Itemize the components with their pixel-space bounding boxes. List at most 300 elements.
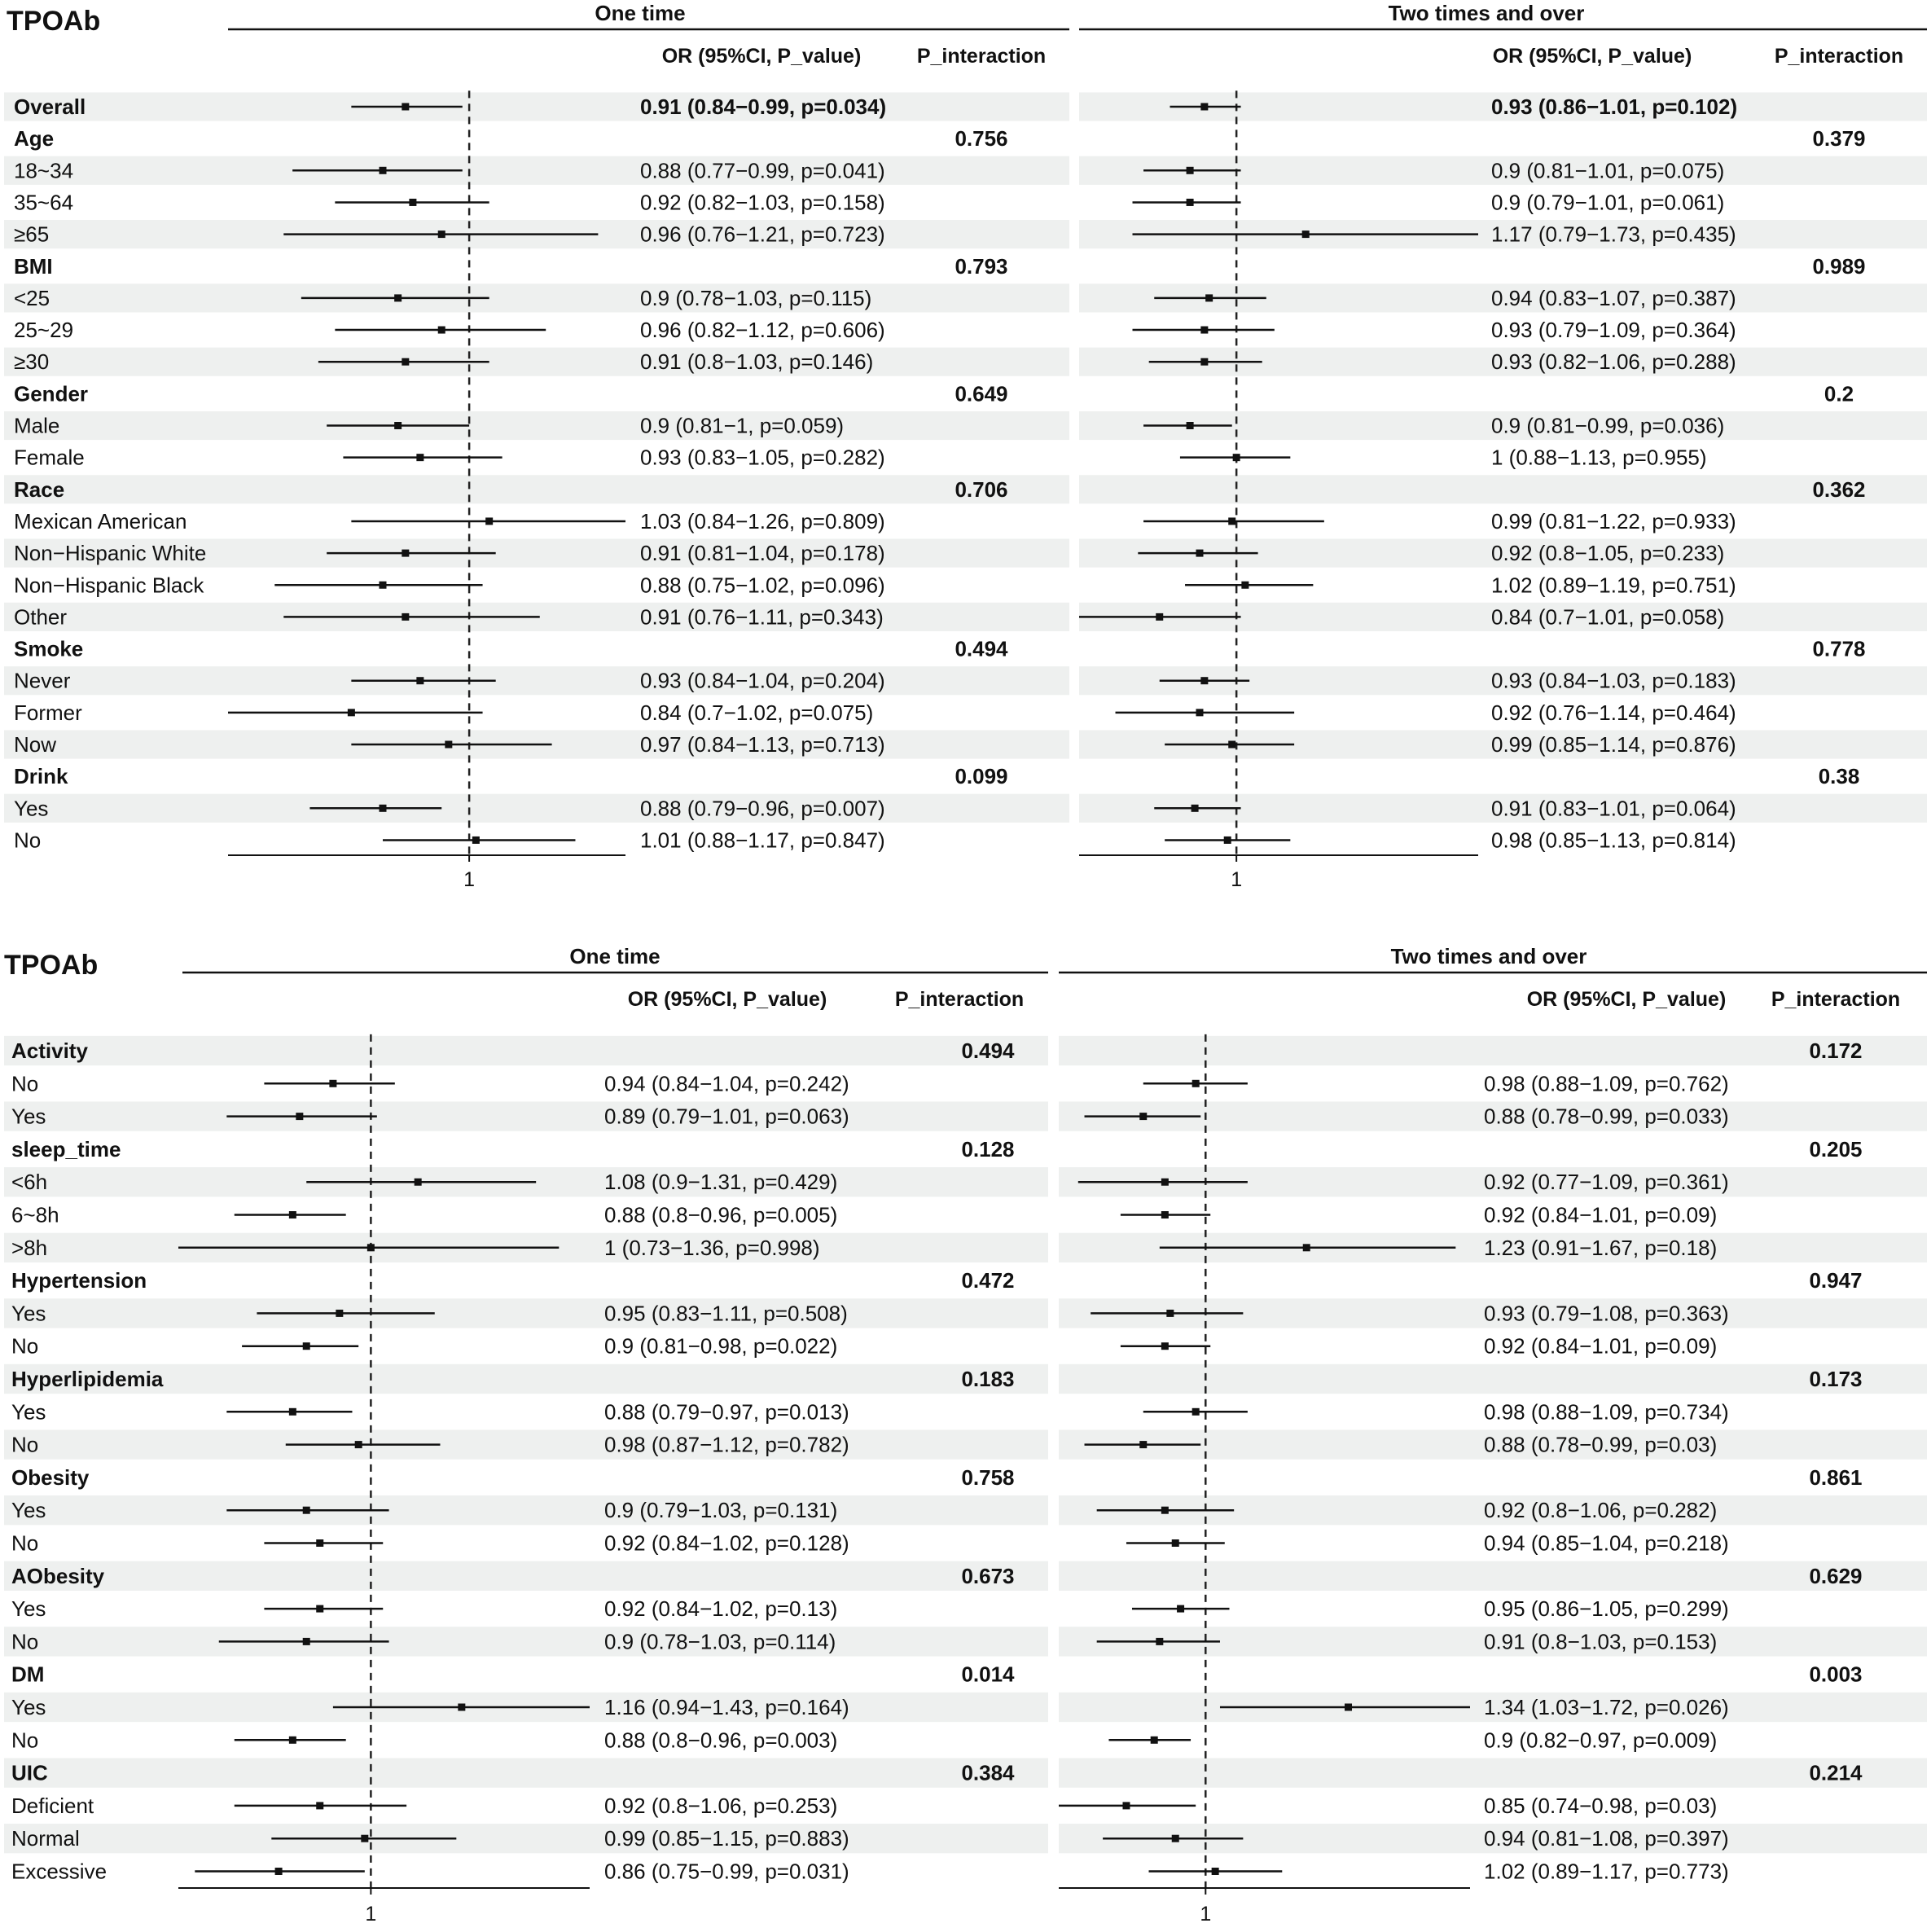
p-interaction-value: 0.629 [1809,1563,1863,1588]
or-ci-value: 1.02 (0.89−1.19, p=0.751) [1491,573,1736,598]
table-row [14,637,1008,661]
p-interaction-value: 0.472 [961,1268,1015,1293]
subgroup-label: No [11,1629,39,1654]
point-estimate [1187,167,1194,174]
subgroup-label: <6h [11,1170,48,1195]
or-ci-value: 0.95 (0.83−1.11, p=0.508) [604,1301,848,1326]
subgroup-label: Other [14,604,68,630]
point-estimate [458,1704,465,1711]
row-band [4,92,1069,121]
row-band [4,411,1069,440]
subgroup-label: Yes [11,1399,46,1425]
subgroup-label: Never [14,668,71,693]
or-ci-value: 0.93 (0.86−1.01, p=0.102) [1491,94,1738,119]
p-interaction-value: 0.793 [955,253,1008,279]
plot-title: TPOAb [4,950,99,981]
or-ci-value: 0.93 (0.79−1.09, p=0.364) [1491,318,1736,343]
or-ci-value: 0.88 (0.79−0.96, p=0.007) [640,796,885,821]
or-ci-value: 0.94 (0.83−1.07, p=0.387) [1491,285,1736,310]
table-row [1824,381,1854,406]
point-estimate [445,741,452,749]
subgroup-label: Yes [11,1301,46,1326]
or-ci-value: 0.88 (0.8−0.96, p=0.005) [604,1202,838,1227]
group-header-label: Activity [11,1038,88,1063]
table-row [11,1728,837,1752]
group-header-label: BMI [14,253,53,279]
point-estimate [438,231,445,238]
table-row [14,509,885,533]
point-estimate [394,422,402,429]
or-ci-value: 0.88 (0.77−0.99, p=0.041) [640,158,885,183]
point-estimate [316,1605,323,1613]
point-estimate [1228,741,1235,749]
point-estimate [1205,294,1213,301]
subgroup-label: Yes [11,1498,46,1523]
subgroup-label: 18~34 [14,158,74,183]
point-estimate [1151,1737,1158,1744]
point-estimate [1192,1408,1200,1416]
table-row [1819,764,1860,788]
or-ci-value: 0.85 (0.74−0.98, p=0.03) [1484,1793,1718,1818]
table-row [11,1794,837,1818]
or-ci-value: 0.91 (0.8−1.03, p=0.146) [640,349,874,375]
point-estimate [1187,199,1194,206]
point-estimate [1200,103,1208,111]
table-row [1809,1761,1863,1785]
subgroup-label: ≥30 [14,349,50,375]
or-ci-value: 0.95 (0.86−1.05, p=0.299) [1484,1596,1729,1622]
p-interaction-value: 0.494 [961,1038,1015,1063]
or-ci-value: 1.02 (0.89−1.17, p=0.773) [1484,1859,1729,1884]
or-ci-value: 0.98 (0.85−1.13, p=0.814) [1491,828,1736,853]
point-estimate [1228,517,1235,525]
point-estimate [402,358,409,366]
plot-title: TPOAb [7,6,101,37]
table-row [11,1662,1015,1687]
point-estimate [1200,327,1208,334]
table-row [11,1860,849,1884]
point-estimate [1172,1539,1179,1547]
point-estimate [1166,1310,1174,1317]
subgroup-label: Yes [11,1695,46,1719]
or-ci-value: 0.9 (0.82−0.97, p=0.009) [1484,1728,1718,1753]
or-ci-value: 0.93 (0.82−1.06, p=0.288) [1491,349,1736,375]
or-ci-value: 0.98 (0.88−1.09, p=0.762) [1484,1071,1729,1096]
point-estimate [1161,1179,1169,1186]
or-ci-value: 1 (0.73−1.36, p=0.998) [604,1235,820,1260]
table-row [11,1203,837,1227]
p-interaction-value: 0.947 [1809,1268,1863,1293]
point-estimate [379,582,386,589]
point-estimate [1196,550,1204,557]
or-ci-value: 0.9 (0.81−1.01, p=0.075) [1491,158,1725,183]
table-row [1812,477,1865,502]
or-ci-value: 0.97 (0.84−1.13, p=0.713) [640,732,885,757]
or-ci-value: 1.34 (1.03−1.72, p=0.026) [1484,1695,1729,1719]
subgroup-label: Mexican American [14,508,187,533]
or-ci-value: 0.9 (0.81−0.99, p=0.036) [1491,413,1725,438]
table-row [14,126,1008,151]
point-estimate [296,1113,303,1120]
point-estimate [1161,1342,1169,1350]
row-band [4,1627,1048,1656]
group-header-label: Overall [14,94,86,119]
point-estimate [416,677,424,684]
x-tick-label: 1 [463,868,476,891]
or-ci-value: 0.94 (0.85−1.04, p=0.218) [1484,1530,1729,1556]
table-row [14,573,885,597]
point-estimate [316,1802,323,1809]
or-ci-value: 0.91 (0.8−1.03, p=0.153) [1484,1629,1718,1654]
point-estimate [485,517,493,525]
point-estimate [415,1179,422,1186]
table-row [1126,1531,1729,1556]
row-band [1059,1561,1927,1591]
or-ci-value: 0.91 (0.81−1.04, p=0.178) [640,541,885,566]
point-estimate [1161,1507,1169,1514]
point-estimate [1187,422,1194,429]
table-row [1180,446,1707,470]
subgroup-label: No [11,1333,39,1359]
table-row [11,1071,849,1096]
subgroup-label: Male [14,413,60,438]
x-tick-label: 1 [365,1903,377,1925]
or-ci-value: 0.92 (0.76−1.14, p=0.464) [1491,700,1736,725]
p-interaction-value: 0.173 [1809,1367,1863,1391]
or-ci-value: 0.92 (0.82−1.03, p=0.158) [640,190,885,215]
subgroup-label: Female [14,445,85,470]
or-ci-value: 0.93 (0.84−1.03, p=0.183) [1491,668,1736,693]
p-interaction-column-header: P_interaction [916,45,1047,68]
group-header-label: Hyperlipidemia [11,1367,164,1391]
table-row [1809,1137,1862,1161]
point-estimate [1156,613,1163,621]
point-estimate [303,1638,310,1645]
group-header-label: sleep_time [11,1136,121,1161]
or-ci-value: 0.88 (0.79−0.97, p=0.013) [604,1399,849,1425]
row-band [4,348,1069,376]
or-ci-value: 1.01 (0.88−1.17, p=0.847) [640,828,885,853]
point-estimate [1302,231,1310,238]
subgroup-label: Excessive [11,1859,108,1884]
p-interaction-column-header: P_interaction [1771,988,1901,1011]
or-ci-value: 0.92 (0.8−1.05, p=0.233) [1491,541,1725,566]
point-estimate [367,1244,375,1251]
or-ci-value: 0.91 (0.76−1.11, p=0.343) [640,604,884,630]
p-interaction-value: 0.128 [961,1136,1015,1161]
or-ci-value: 0.93 (0.83−1.05, p=0.282) [640,445,885,470]
point-estimate [361,1835,368,1842]
table-row [1143,509,1736,533]
table-row [1812,126,1865,151]
table-row [14,764,1008,788]
row-band [4,666,1069,695]
point-estimate [1139,1441,1147,1448]
or-ci-value: 0.88 (0.75−1.02, p=0.096) [640,573,885,598]
group-header-label: AObesity [11,1563,105,1588]
point-estimate [1192,1080,1200,1087]
point-estimate [1122,1802,1130,1809]
or-ci-value: 0.9 (0.79−1.01, p=0.061) [1491,190,1725,215]
table-row [1143,1399,1729,1424]
point-estimate [438,327,445,334]
or-ci-value: 0.91 (0.83−1.01, p=0.064) [1491,796,1736,821]
table-row [1809,1564,1862,1588]
point-estimate [1200,358,1208,366]
point-estimate [275,1868,283,1875]
point-estimate [416,454,424,461]
or-ci-value: 0.92 (0.84−1.01, p=0.09) [1484,1202,1718,1227]
point-estimate [289,1737,296,1744]
or-ci-value: 0.92 (0.84−1.02, p=0.128) [604,1530,849,1556]
table-row [1108,1728,1717,1752]
or-ci-value: 1.08 (0.9−1.31, p=0.429) [604,1170,838,1195]
x-tick-label: 1 [1231,868,1243,891]
point-estimate [289,1408,296,1416]
table-row [1809,1038,1862,1063]
table-row [14,318,885,342]
p-interaction-value: 0.214 [1809,1760,1863,1785]
row-band [4,283,1069,312]
point-estimate [348,709,355,716]
table-row [14,828,885,852]
table-row [1809,1367,1862,1391]
or-ci-value: 1 (0.88−1.13, p=0.955) [1491,445,1707,470]
p-interaction-value: 0.183 [961,1367,1015,1391]
p-interaction-value: 0.379 [1812,126,1866,151]
p-interaction-value: 0.003 [1809,1662,1863,1687]
or-ci-value: 0.93 (0.79−1.08, p=0.363) [1484,1301,1729,1326]
or-ci-value: 0.84 (0.7−1.02, p=0.075) [640,700,874,725]
or-ci-value: 1.17 (0.79−1.73, p=0.435) [1491,222,1736,247]
or-ci-value: 0.86 (0.75−0.99, p=0.031) [604,1859,849,1884]
row-band [4,1561,1048,1591]
point-estimate [1192,805,1199,812]
p-interaction-column-header: P_interaction [1774,45,1904,68]
row-band [4,1101,1048,1131]
subgroup-label: Non−Hispanic White [14,541,207,566]
point-estimate [402,613,409,621]
panel-title: One time [569,944,660,968]
subgroup-label: 35~64 [14,190,74,215]
or-ci-value: 0.92 (0.77−1.09, p=0.361) [1484,1170,1729,1195]
point-estimate [1172,1835,1179,1842]
or-column-header: OR (95%CI, P_value) [661,45,862,68]
forest-plot-1 [4,1,1927,891]
point-estimate [1139,1113,1147,1120]
p-interaction-value: 0.099 [955,764,1008,789]
point-estimate [355,1441,362,1448]
point-estimate [1196,709,1204,716]
subgroup-label: Yes [14,796,49,821]
or-ci-value: 0.91 (0.84−0.99, p=0.034) [640,94,887,119]
or-ci-value: 0.88 (0.78−0.99, p=0.033) [1484,1104,1729,1129]
table-row [11,1399,849,1424]
x-tick-label: 1 [1200,1903,1212,1925]
or-ci-value: 0.94 (0.81−1.08, p=0.397) [1484,1826,1729,1851]
or-ci-value: 0.99 (0.81−1.22, p=0.933) [1491,508,1736,533]
or-ci-value: 0.99 (0.85−1.14, p=0.876) [1491,732,1736,757]
subgroup-label: Now [14,732,57,757]
table-row [14,190,885,214]
p-interaction-value: 0.384 [961,1760,1015,1785]
group-header-label: Race [14,476,65,502]
point-estimate [1241,582,1249,589]
table-row [1812,254,1865,279]
p-interaction-value: 0.758 [961,1464,1015,1490]
forest-plot-2 [4,944,1927,1925]
subgroup-label: No [11,1530,39,1556]
or-ci-value: 0.98 (0.88−1.09, p=0.734) [1484,1399,1729,1425]
or-ci-value: 0.9 (0.81−0.98, p=0.022) [604,1333,838,1359]
or-ci-value: 0.93 (0.84−1.04, p=0.204) [640,668,885,693]
point-estimate [303,1507,310,1514]
or-ci-value: 0.98 (0.87−1.12, p=0.782) [604,1432,849,1457]
subgroup-label: Normal [11,1826,80,1851]
row-band [4,475,1069,503]
p-interaction-value: 0.494 [955,636,1008,661]
subgroup-label: ≥65 [14,222,50,247]
group-header-label: Hypertension [11,1268,147,1293]
table-row [1809,1465,1862,1490]
or-ci-value: 0.96 (0.76−1.21, p=0.723) [640,222,885,247]
group-header-label: Gender [14,381,89,406]
row-band [4,794,1069,823]
group-header-label: Drink [14,764,68,789]
or-ci-value: 0.92 (0.8−1.06, p=0.253) [604,1793,838,1818]
p-interaction-value: 0.989 [1812,253,1866,279]
row-band [4,1824,1048,1853]
subgroup-label: 25~29 [14,318,74,343]
point-estimate [1200,677,1208,684]
row-band [4,1036,1048,1065]
or-ci-value: 0.9 (0.79−1.03, p=0.131) [604,1498,838,1523]
subgroup-label: No [14,828,42,853]
subgroup-label: No [11,1432,39,1457]
subgroup-label: No [11,1071,39,1096]
table-row [14,254,1008,279]
row-band [1079,475,1927,503]
p-interaction-value: 0.649 [955,381,1008,406]
table-row [11,1465,1015,1490]
group-header-label: Age [14,126,55,151]
group-header-label: UIC [11,1760,48,1785]
point-estimate [1345,1704,1352,1711]
panel-title: Two times and over [1388,1,1585,25]
row-band [1059,1758,1927,1787]
or-ci-value: 0.99 (0.85−1.15, p=0.883) [604,1826,849,1851]
subgroup-label: Yes [11,1596,46,1622]
p-interaction-value: 0.673 [961,1563,1015,1588]
p-interaction-value: 0.362 [1812,476,1866,502]
table-row [1133,190,1725,214]
p-interaction-value: 0.205 [1809,1136,1863,1161]
or-ci-value: 1.23 (0.91−1.67, p=0.18) [1484,1235,1718,1260]
panel-title: Two times and over [1390,944,1587,968]
or-ci-value: 0.96 (0.82−1.12, p=0.606) [640,318,885,343]
or-ci-value: 0.92 (0.84−1.01, p=0.09) [1484,1333,1718,1359]
subgroup-label: No [11,1728,39,1753]
table-row [11,1268,1015,1293]
point-estimate [1156,1638,1163,1645]
point-estimate [394,294,402,301]
p-interaction-value: 0.861 [1809,1464,1863,1490]
or-ci-value: 0.92 (0.8−1.06, p=0.282) [1484,1498,1718,1523]
or-ci-value: 0.9 (0.78−1.03, p=0.115) [640,285,872,310]
or-column-header: OR (95%CI, P_value) [627,988,827,1011]
point-estimate [316,1539,323,1547]
subgroup-label: Yes [11,1104,46,1129]
p-interaction-value: 0.38 [1818,764,1860,789]
or-ci-value: 0.84 (0.7−1.01, p=0.058) [1491,604,1725,630]
subgroup-label: Deficient [11,1793,94,1818]
point-estimate [402,103,409,111]
or-ci-value: 1.03 (0.84−1.26, p=0.809) [640,508,885,533]
table-row [1143,1071,1729,1096]
table-row [1121,1334,1717,1359]
subgroup-label: Former [14,700,82,725]
table-row [1149,1860,1729,1884]
p-interaction-value: 0.2 [1823,381,1854,406]
table-row [11,1137,1015,1161]
row-band [4,156,1069,185]
group-header-label: Obesity [11,1464,90,1490]
row-band [4,1298,1048,1328]
row-band [1059,1036,1927,1065]
table-row [11,1334,837,1359]
table-row [14,381,1008,406]
table-row [11,1531,849,1556]
or-ci-value: 0.92 (0.84−1.02, p=0.13) [604,1596,838,1622]
or-ci-value: 0.9 (0.81−1, p=0.059) [640,413,845,438]
table-row [14,700,873,725]
row-band [1059,1364,1927,1394]
point-estimate [336,1310,343,1317]
or-ci-value: 0.88 (0.8−0.96, p=0.003) [604,1728,838,1753]
p-interaction-value: 0.778 [1812,636,1866,661]
p-interaction-value: 0.756 [955,126,1008,151]
or-ci-value: 1.16 (0.94−1.43, p=0.164) [604,1695,849,1719]
point-estimate [329,1080,336,1087]
or-column-header: OR (95%CI, P_value) [1492,45,1692,68]
group-header-label: Smoke [14,636,84,661]
point-estimate [1233,454,1240,461]
point-estimate [303,1342,310,1350]
p-interaction-value: 0.014 [961,1662,1015,1687]
point-estimate [289,1211,296,1218]
row-band [4,1758,1048,1787]
table-row [1165,828,1736,852]
subgroup-label: <25 [14,285,50,310]
table-row [1116,700,1736,725]
group-header-label: DM [11,1662,45,1687]
point-estimate [472,836,480,844]
or-ci-value: 0.94 (0.84−1.04, p=0.242) [604,1071,849,1096]
p-interaction-value: 0.172 [1809,1038,1863,1063]
or-ci-value: 0.88 (0.78−0.99, p=0.03) [1484,1432,1718,1457]
row-band [4,1495,1048,1525]
table-row [1132,1596,1729,1621]
table-row [1059,1794,1717,1818]
panel-title: One time [595,1,686,25]
subgroup-label: 6~8h [11,1202,59,1227]
point-estimate [1177,1605,1184,1613]
point-estimate [402,550,409,557]
point-estimate [379,805,386,812]
table-row [11,1596,837,1621]
point-estimate [1303,1244,1310,1251]
or-ci-value: 0.9 (0.78−1.03, p=0.114) [604,1629,836,1654]
